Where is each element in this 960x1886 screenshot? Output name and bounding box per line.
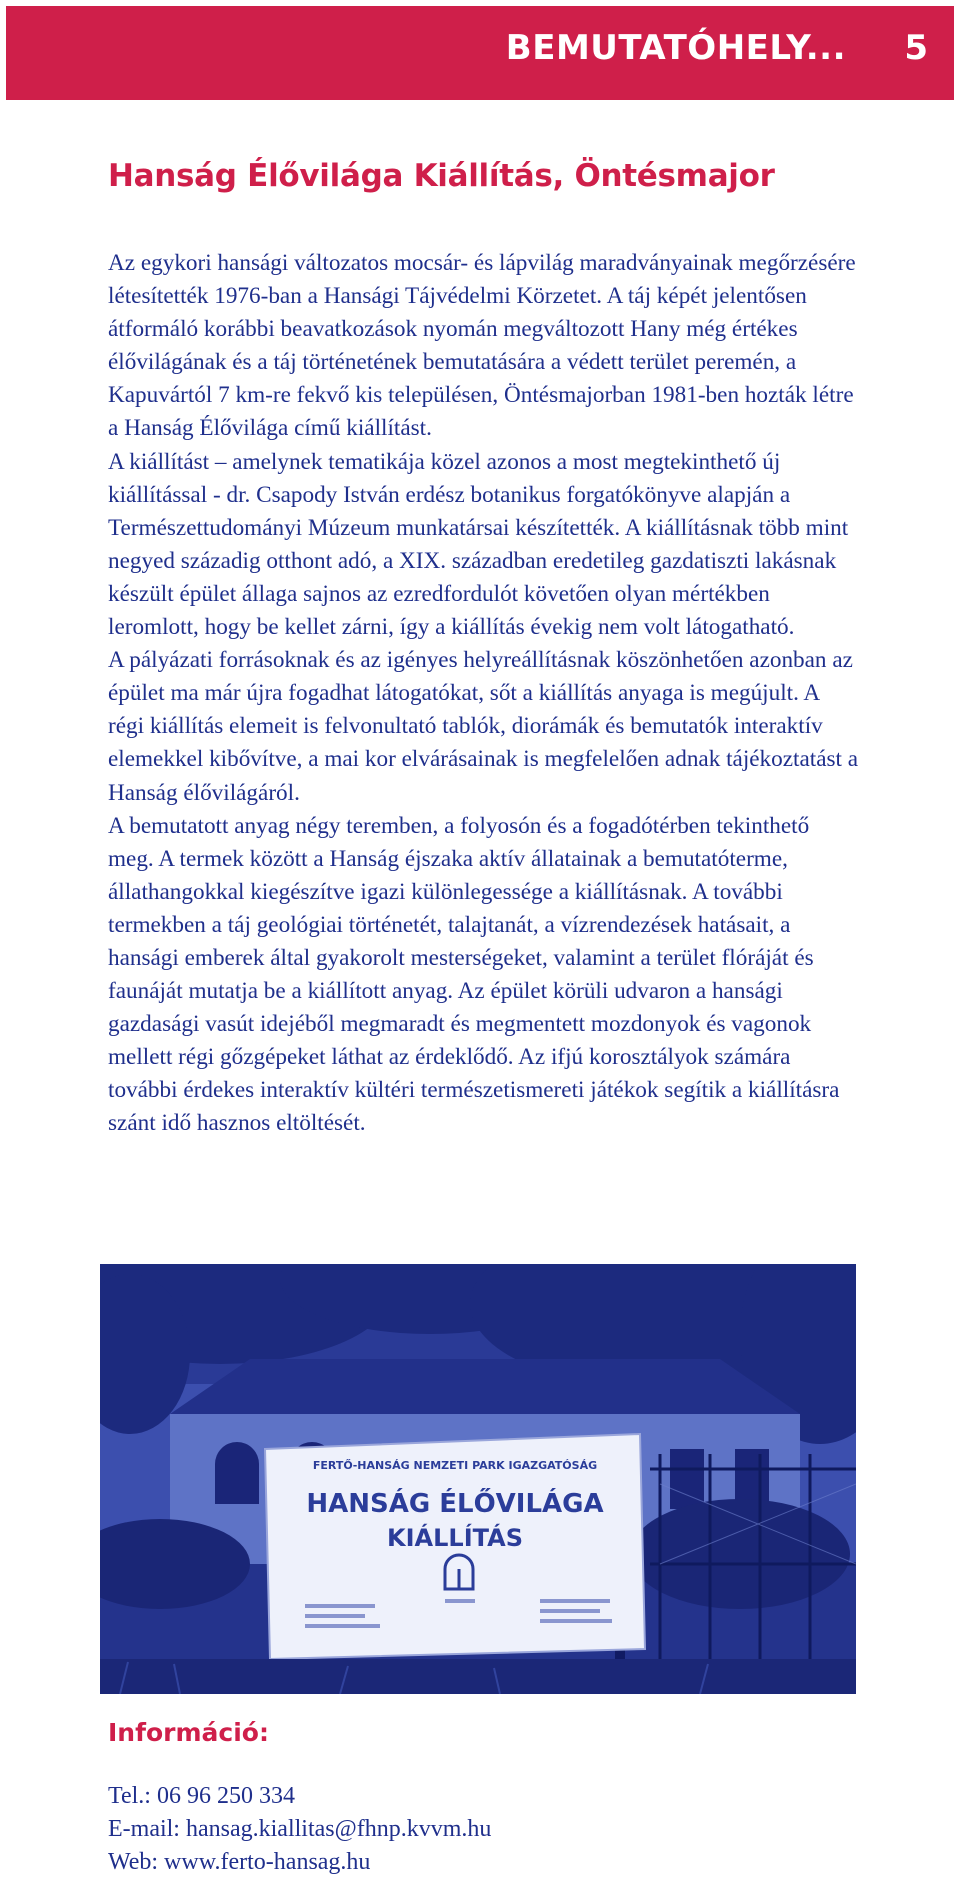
paragraph: A bemutatott anyag négy teremben, a folyosón és a fogadótérben tekinthető meg. A termek között a Hanság éjszaka aktív állatainak a bemutatóterme, állathangokkal kiegészítve igazi különlegessége a kiállításnak. A további termekben a táj geológiai történetét, talajtanát, a vízrendezések hatásait, a hansági emberek által gyakorolt mesterségeket, valamint a terület flóráját és faunáját mutatja be a kiállított anyag. Az épület körüli udvaron a hansági gazdasági vasút idejéből megmaradt és megmentett mozdonyok és vagonok mellett régi gőzgépeket láthat az érdeklődő. Az ifjú korosztályok számára további érdekes interaktív kültéri természetismereti játékok segítik a kiállításra szánt idő hasznos eltöltését. — [108, 812, 840, 1137]
header-bar — [6, 6, 954, 100]
info-title: Információ: — [108, 1718, 269, 1747]
article-body — [108, 247, 860, 1141]
paragraph: Az egykori hansági változatos mocsár- és lápvilág maradványainak megőrzésére létesítették 1976-ban a Hansági Tájvédelmi Körzetet. A táj képét jelentősen átformáló korábbi beavatkozások nyomán megváltozott Hany még értékes élővilágának és a táj történetének bemutatására a védett terület peremén, a Kapuvártól 7 km-re fekvő kis településen, Öntésmajorban 1981-ben hozták létre a Hanság Élővilága című kiállítást. — [108, 250, 856, 442]
page-number: 5 — [904, 28, 928, 68]
article-title: Hanság Élővilága Kiállítás, Öntésmajor — [108, 158, 775, 194]
email-link[interactable]: E-mail: hansag.kiallitas@fhnp.kvvm.hu — [108, 1816, 492, 1842]
section-label: BEMUTATÓHELY... — [505, 28, 846, 68]
paragraph: A kiállítást – amelynek tematikája közel azonos a most megtekinthető új kiállítással - dr. Csapody István erdész botanikus forgatókönyve alapján a Természettudományi Múzeum munkatársai készítették. A kiállításnak több mint negyed századig otthont adó, a XIX. században eredetileg gazdatiszti lakásnak készült épület állaga sajnos az ezredfordulót követően olyan mértékben leromlott, hogy be kellet zárni, így a kiállítás évekig nem volt látogatható. — [108, 448, 849, 641]
exhibition-photo — [100, 1264, 856, 1694]
sign-header: FERTŐ-HANSÁG NEMZETI PARK IGAZGATÓSÁG — [312, 1459, 598, 1472]
paragraph: A pályázati forrásoknak és az igényes helyreállításnak köszönhetően azonban az épület ma már újra fogadhat látogatókat, sőt a kiállítás anyaga is megújult. A régi kiállítás elemeit is felvonultató tablók, diorámák és bemutatók interaktív elemekkel kibővítve, a mai kor elvárásainak is megfelelően adnak tájékoztatást a Hanság élővilágáról. — [108, 647, 859, 806]
contact-block — [108, 1780, 491, 1879]
sign-line1: HANSÁG ÉLŐVILÁGA — [306, 1489, 604, 1519]
sign-line2: KIÁLLÍTÁS — [387, 1524, 523, 1552]
phone-text: Tel.: 06 96 250 334 — [108, 1783, 295, 1809]
web-link[interactable]: Web: www.ferto-hansag.hu — [108, 1849, 371, 1875]
